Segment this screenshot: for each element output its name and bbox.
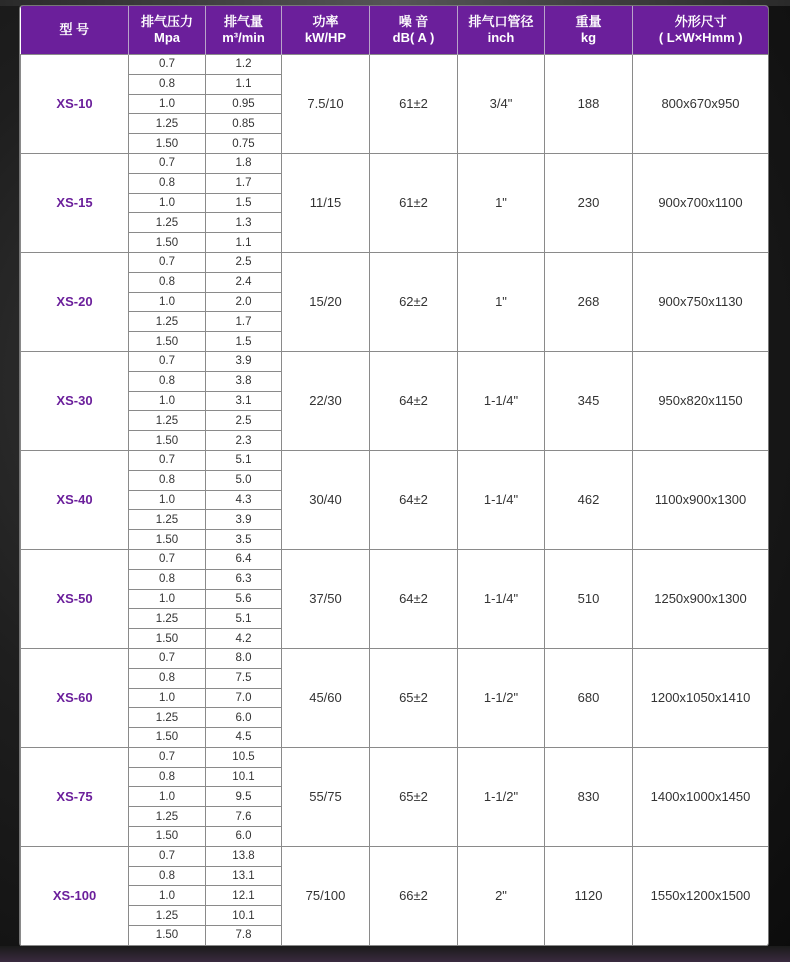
outlet-cell: 1-1/4"	[458, 450, 545, 549]
flow-cell: 1.1	[206, 74, 282, 94]
table-row	[21, 55, 769, 75]
pressure-cell: 1.50	[129, 431, 206, 451]
flow-cell: 3.8	[206, 371, 282, 391]
pressure-cell: 1.0	[129, 787, 206, 807]
pressure-cell: 1.50	[129, 332, 206, 352]
pressure-cell: 1.0	[129, 589, 206, 609]
pressure-cell: 0.8	[129, 74, 206, 94]
flow-cell: 7.5	[206, 668, 282, 688]
spec-table-panel	[20, 6, 768, 946]
flow-cell: 0.75	[206, 134, 282, 154]
flow-cell: 2.5	[206, 411, 282, 431]
weight-cell: 462	[545, 450, 633, 549]
noise-cell: 64±2	[370, 351, 458, 450]
power-cell: 75/100	[282, 846, 370, 945]
flow-cell: 10.1	[206, 767, 282, 787]
pressure-cell: 1.50	[129, 233, 206, 253]
flow-cell: 10.1	[206, 906, 282, 926]
pressure-cell: 0.8	[129, 569, 206, 589]
dimensions-cell: 900x750x1130	[633, 252, 769, 351]
flow-cell: 8.0	[206, 648, 282, 668]
model-cell: XS-15	[21, 153, 129, 252]
bottom-decor-band	[0, 946, 790, 962]
pressure-cell: 1.50	[129, 530, 206, 550]
pressure-cell: 1.50	[129, 629, 206, 649]
flow-cell: 2.0	[206, 292, 282, 312]
flow-cell: 1.5	[206, 332, 282, 352]
table-header-row	[21, 6, 769, 55]
dimensions-cell: 900x700x1100	[633, 153, 769, 252]
flow-cell: 2.4	[206, 272, 282, 292]
spec-table-body	[21, 55, 769, 946]
pressure-cell: 1.0	[129, 193, 206, 213]
dimensions-cell: 1550x1200x1500	[633, 846, 769, 945]
pressure-cell: 0.7	[129, 55, 206, 75]
noise-cell: 66±2	[370, 846, 458, 945]
weight-cell: 230	[545, 153, 633, 252]
pressure-cell: 0.8	[129, 272, 206, 292]
outlet-cell: 2"	[458, 846, 545, 945]
flow-cell: 2.3	[206, 431, 282, 451]
header-outlet: 排气口管径 inch	[458, 6, 545, 55]
model-cell: XS-10	[21, 55, 129, 154]
outlet-cell: 1-1/4"	[458, 549, 545, 648]
flow-cell: 1.3	[206, 213, 282, 233]
flow-cell: 1.7	[206, 173, 282, 193]
pressure-cell: 0.7	[129, 549, 206, 569]
table-row	[21, 351, 769, 371]
pressure-cell: 1.25	[129, 708, 206, 728]
flow-cell: 7.8	[206, 926, 282, 946]
flow-cell: 3.9	[206, 351, 282, 371]
flow-cell: 1.1	[206, 233, 282, 253]
pressure-cell: 0.7	[129, 747, 206, 767]
flow-cell: 9.5	[206, 787, 282, 807]
pressure-cell: 1.0	[129, 688, 206, 708]
weight-cell: 1120	[545, 846, 633, 945]
pressure-cell: 0.7	[129, 153, 206, 173]
table-row	[21, 648, 769, 668]
pressure-cell: 0.8	[129, 470, 206, 490]
flow-cell: 13.8	[206, 846, 282, 866]
flow-cell: 0.85	[206, 114, 282, 134]
pressure-cell: 1.50	[129, 728, 206, 748]
pressure-cell: 0.7	[129, 252, 206, 272]
flow-cell: 7.6	[206, 807, 282, 827]
pressure-cell: 1.25	[129, 411, 206, 431]
power-cell: 55/75	[282, 747, 370, 846]
pressure-cell: 1.0	[129, 391, 206, 411]
flow-cell: 4.3	[206, 490, 282, 510]
flow-cell: 4.5	[206, 728, 282, 748]
table-row	[21, 549, 769, 569]
noise-cell: 65±2	[370, 648, 458, 747]
flow-cell: 13.1	[206, 866, 282, 886]
dimensions-cell: 1400x1000x1450	[633, 747, 769, 846]
dimensions-cell: 950x820x1150	[633, 351, 769, 450]
weight-cell: 268	[545, 252, 633, 351]
pressure-cell: 1.0	[129, 490, 206, 510]
flow-cell: 5.1	[206, 450, 282, 470]
pressure-cell: 0.8	[129, 767, 206, 787]
flow-cell: 3.5	[206, 530, 282, 550]
flow-cell: 12.1	[206, 886, 282, 906]
pressure-cell: 0.7	[129, 846, 206, 866]
pressure-cell: 0.8	[129, 668, 206, 688]
model-cell: XS-100	[21, 846, 129, 945]
outlet-cell: 1-1/2"	[458, 648, 545, 747]
pressure-cell: 1.0	[129, 292, 206, 312]
flow-cell: 6.3	[206, 569, 282, 589]
flow-cell: 0.95	[206, 94, 282, 114]
table-row	[21, 846, 769, 866]
model-cell: XS-20	[21, 252, 129, 351]
power-cell: 7.5/10	[282, 55, 370, 154]
table-row	[21, 153, 769, 173]
pressure-cell: 0.8	[129, 866, 206, 886]
outlet-cell: 1"	[458, 252, 545, 351]
noise-cell: 64±2	[370, 450, 458, 549]
flow-cell: 5.0	[206, 470, 282, 490]
pressure-cell: 0.7	[129, 648, 206, 668]
pressure-cell: 0.7	[129, 450, 206, 470]
flow-cell: 6.0	[206, 827, 282, 847]
pressure-cell: 0.7	[129, 351, 206, 371]
power-cell: 22/30	[282, 351, 370, 450]
spec-table	[20, 6, 768, 946]
flow-cell: 3.1	[206, 391, 282, 411]
noise-cell: 65±2	[370, 747, 458, 846]
header-noise: 噪 音 dB( A )	[370, 6, 458, 55]
table-row	[21, 747, 769, 767]
weight-cell: 510	[545, 549, 633, 648]
dimensions-cell: 800x670x950	[633, 55, 769, 154]
weight-cell: 345	[545, 351, 633, 450]
header-power: 功率 kW/HP	[282, 6, 370, 55]
noise-cell: 61±2	[370, 55, 458, 154]
dimensions-cell: 1100x900x1300	[633, 450, 769, 549]
pressure-cell: 1.25	[129, 312, 206, 332]
header-weight: 重量 kg	[545, 6, 633, 55]
weight-cell: 188	[545, 55, 633, 154]
pressure-cell: 0.8	[129, 371, 206, 391]
flow-cell: 5.6	[206, 589, 282, 609]
model-cell: XS-75	[21, 747, 129, 846]
pressure-cell: 1.25	[129, 609, 206, 629]
flow-cell: 5.1	[206, 609, 282, 629]
power-cell: 11/15	[282, 153, 370, 252]
model-cell: XS-60	[21, 648, 129, 747]
noise-cell: 64±2	[370, 549, 458, 648]
pressure-cell: 1.25	[129, 114, 206, 134]
pressure-cell: 0.8	[129, 173, 206, 193]
flow-cell: 6.0	[206, 708, 282, 728]
outlet-cell: 1-1/2"	[458, 747, 545, 846]
flow-cell: 1.8	[206, 153, 282, 173]
pressure-cell: 1.50	[129, 926, 206, 946]
dimensions-cell: 1200x1050x1410	[633, 648, 769, 747]
outlet-cell: 1-1/4"	[458, 351, 545, 450]
flow-cell: 3.9	[206, 510, 282, 530]
header-pressure: 排气压力 Mpa	[129, 6, 206, 55]
outlet-cell: 3/4"	[458, 55, 545, 154]
table-row	[21, 252, 769, 272]
pressure-cell: 1.25	[129, 807, 206, 827]
pressure-cell: 1.50	[129, 134, 206, 154]
noise-cell: 61±2	[370, 153, 458, 252]
power-cell: 15/20	[282, 252, 370, 351]
flow-cell: 7.0	[206, 688, 282, 708]
pressure-cell: 1.50	[129, 827, 206, 847]
power-cell: 37/50	[282, 549, 370, 648]
flow-cell: 4.2	[206, 629, 282, 649]
header-dimensions: 外形尺寸 ( L×W×Hmm )	[633, 6, 769, 55]
model-cell: XS-40	[21, 450, 129, 549]
outlet-cell: 1"	[458, 153, 545, 252]
flow-cell: 6.4	[206, 549, 282, 569]
flow-cell: 2.5	[206, 252, 282, 272]
pressure-cell: 1.25	[129, 906, 206, 926]
table-row	[21, 450, 769, 470]
flow-cell: 1.5	[206, 193, 282, 213]
flow-cell: 1.2	[206, 55, 282, 75]
pressure-cell: 1.0	[129, 94, 206, 114]
model-cell: XS-50	[21, 549, 129, 648]
header-flow: 排气量 m³/min	[206, 6, 282, 55]
flow-cell: 10.5	[206, 747, 282, 767]
noise-cell: 62±2	[370, 252, 458, 351]
power-cell: 30/40	[282, 450, 370, 549]
weight-cell: 830	[545, 747, 633, 846]
pressure-cell: 1.25	[129, 510, 206, 530]
dimensions-cell: 1250x900x1300	[633, 549, 769, 648]
header-model: 型 号	[21, 6, 129, 55]
pressure-cell: 1.0	[129, 886, 206, 906]
model-cell: XS-30	[21, 351, 129, 450]
weight-cell: 680	[545, 648, 633, 747]
power-cell: 45/60	[282, 648, 370, 747]
flow-cell: 1.7	[206, 312, 282, 332]
pressure-cell: 1.25	[129, 213, 206, 233]
